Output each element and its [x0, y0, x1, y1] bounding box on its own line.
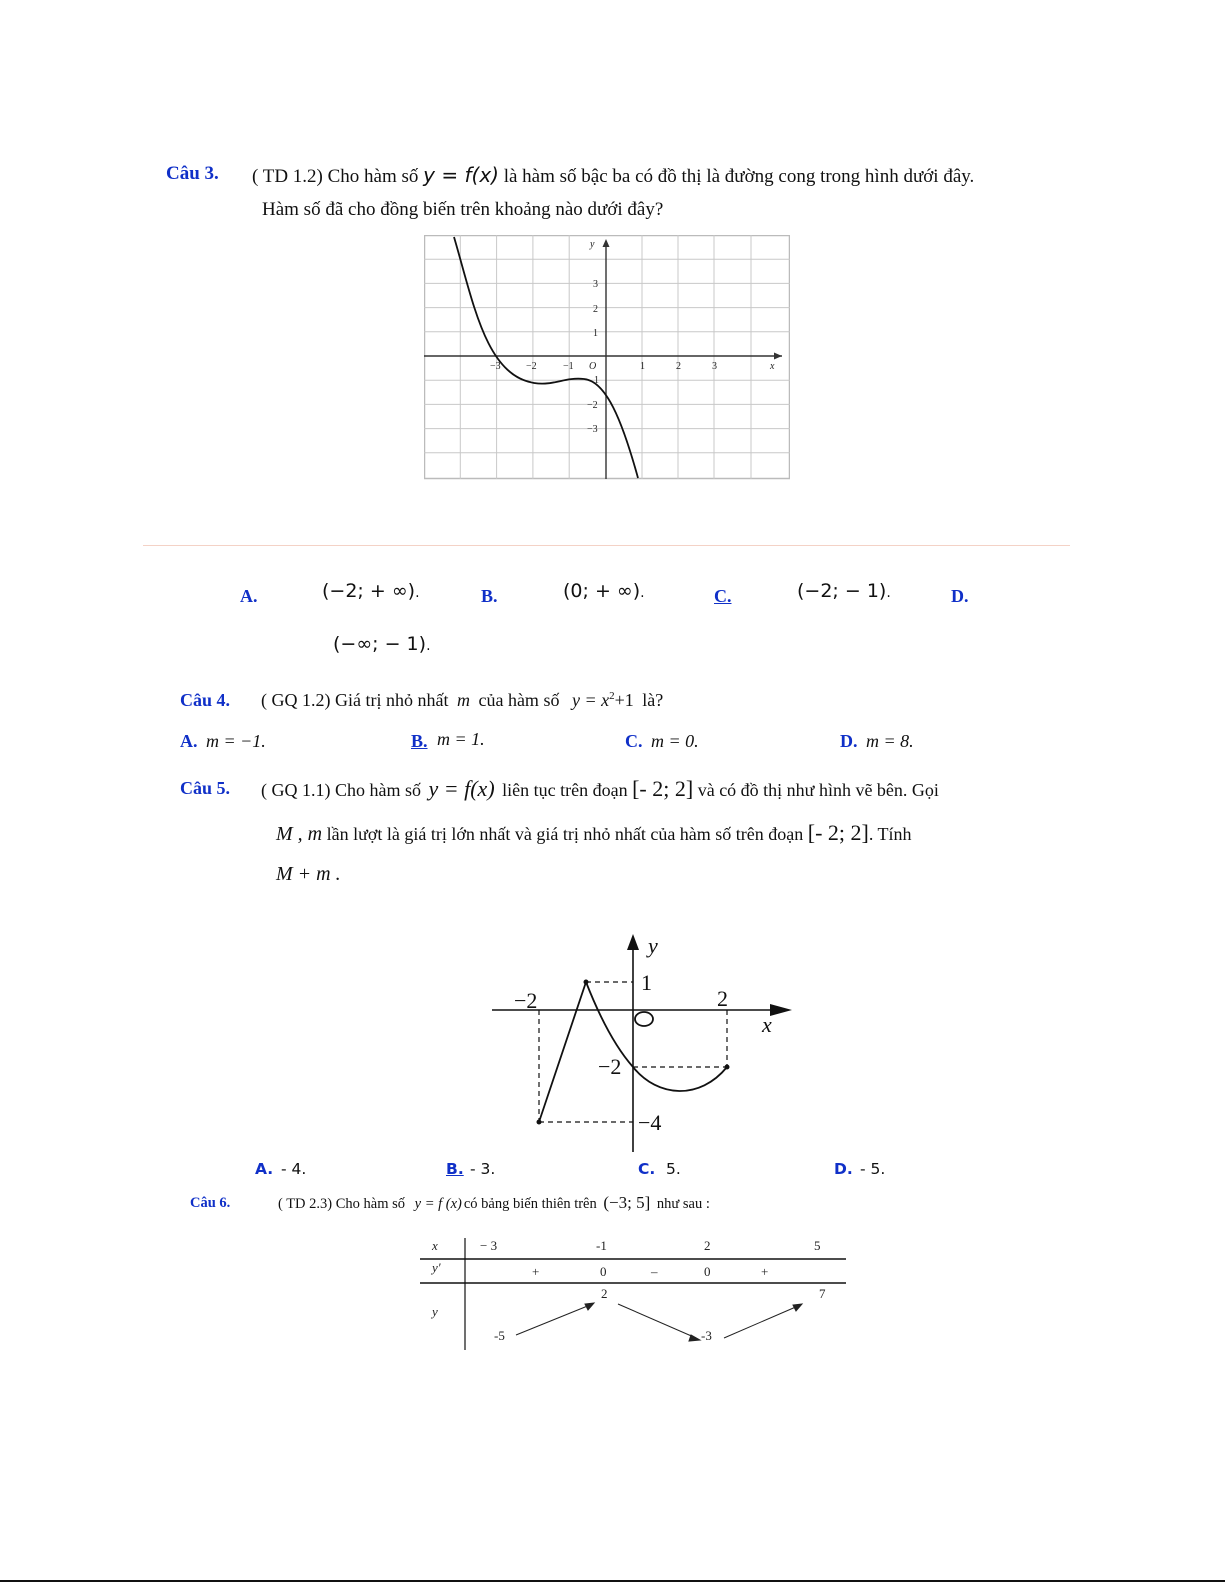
- q3-tag: ( TD 1.2) Cho hàm số: [252, 166, 419, 187]
- q4-option-b-letter[interactable]: B.: [411, 731, 428, 751]
- q3-origin-label: O: [589, 361, 597, 372]
- q5-y-arrow-icon: [627, 934, 639, 950]
- q5-line3: M + m .: [276, 863, 341, 885]
- q3-ytick: −2: [587, 400, 598, 411]
- q3-option-c-value[interactable]: (−2; − 1).: [797, 580, 891, 602]
- q6-x-value: -1: [596, 1238, 607, 1253]
- q4-text-2: của hàm số: [478, 690, 560, 710]
- q6-text-1: ( TD 2.3) Cho hàm số: [278, 1196, 406, 1212]
- q5-option-d-letter[interactable]: D.: [834, 1160, 853, 1178]
- q5-point: [537, 1120, 542, 1125]
- q5-func: y = f(x): [428, 776, 495, 801]
- q6-yp-sign: +: [532, 1264, 540, 1279]
- q6-arrow-up: [724, 1306, 798, 1338]
- q5-label-neg2-y: −2: [598, 1054, 622, 1079]
- q5-option-a-letter[interactable]: A.: [255, 1160, 274, 1178]
- q6-arrow-head-icon: [689, 1335, 700, 1341]
- q5-option-a-value[interactable]: - 4.: [281, 1160, 307, 1178]
- q3-xtick: 3: [712, 361, 717, 372]
- q5-text-2: liên tục trên đoạn: [502, 780, 628, 800]
- q3-option-d-letter[interactable]: D.: [951, 586, 969, 606]
- q6-interval: (−3; 5]: [603, 1193, 651, 1212]
- q5-option-b-letter[interactable]: B.: [446, 1160, 464, 1178]
- q6-y-value: -3: [701, 1328, 712, 1343]
- q3-label: Câu 3.: [166, 163, 219, 184]
- q6-yp-zero: 0: [704, 1264, 711, 1279]
- q6-y-value: -5: [494, 1328, 505, 1343]
- q5-point: [725, 1065, 730, 1070]
- q3-option-a-value[interactable]: (−2; + ∞).: [322, 580, 420, 602]
- q4-option-b-value[interactable]: m = 1.: [437, 729, 485, 749]
- q6-row-y-label: y: [432, 1304, 438, 1319]
- q3-line1: [166, 163, 219, 185]
- q6-variation-table: [418, 1232, 848, 1350]
- q5-option-b-value[interactable]: - 3.: [470, 1160, 496, 1178]
- q6-yp-sign: +: [761, 1264, 769, 1279]
- q6-text-3: như sau :: [656, 1196, 710, 1212]
- q6-label: Câu 6.: [190, 1195, 231, 1211]
- q4-text-1: ( GQ 1.2) Giá trị nhỏ nhất: [261, 690, 449, 710]
- q3-ytick: 2: [593, 304, 598, 315]
- q5-x-arrow-icon: [770, 1004, 792, 1016]
- q5-line2-interval: [- 2; 2]: [807, 820, 869, 845]
- q5-x-label: x: [762, 1012, 772, 1037]
- q5-option-c-letter[interactable]: C.: [638, 1160, 656, 1178]
- q4-option-a-value[interactable]: m = −1.: [206, 731, 266, 751]
- q5-y-label: y: [648, 933, 658, 958]
- q4-option-d-letter[interactable]: D.: [840, 731, 858, 751]
- q3-y-label: y: [590, 239, 595, 250]
- q3-func: y = f(x): [423, 163, 499, 187]
- q5-line2: [276, 820, 912, 846]
- q6-x-value: − 3: [480, 1238, 498, 1253]
- divider: [143, 545, 1070, 546]
- q6-func: y = f (x): [414, 1196, 462, 1212]
- q3-line2: Hàm số đã cho đồng biến trên khoảng nào dưới đây?: [262, 199, 664, 220]
- q6-x-value: 5: [814, 1238, 821, 1253]
- q3-ytick: 3: [593, 279, 598, 290]
- q5-option-d-value[interactable]: - 5.: [860, 1160, 886, 1178]
- q5-line2-var: M , m: [276, 823, 323, 845]
- q4-option-d-value[interactable]: m = 8.: [866, 731, 914, 751]
- q3-ytick: −3: [587, 424, 598, 435]
- q4-text: [261, 690, 663, 711]
- q5-option-c-value[interactable]: 5.: [666, 1160, 681, 1178]
- page-bottom-rule: [0, 1580, 1225, 1582]
- q6-y-value: 2: [601, 1286, 608, 1301]
- q6-arrow-head-icon: [585, 1303, 594, 1310]
- q6-x-value: 2: [704, 1238, 711, 1253]
- q4-exp: 2: [609, 690, 615, 702]
- q6-text-2: có bảng biến thiên trên: [463, 1196, 597, 1212]
- q6-y-value: 7: [819, 1286, 826, 1301]
- q6-yp-zero: 0: [600, 1264, 607, 1279]
- q5-line1: [261, 776, 939, 802]
- q3-option-d-value[interactable]: (−∞; − 1).: [333, 633, 431, 655]
- q5-interval: [- 2; 2]: [632, 776, 694, 801]
- q4-func: y = x: [571, 690, 610, 710]
- q5-label-neg4-y: −4: [638, 1110, 662, 1135]
- q6-row-x-label: x: [432, 1238, 438, 1253]
- q4-func-tail: +1: [614, 690, 634, 710]
- q3-ytick: 1: [593, 328, 598, 339]
- q5-text-1: ( GQ 1.1) Cho hàm số: [261, 780, 421, 800]
- q3-option-a-letter[interactable]: A.: [240, 586, 258, 606]
- q3-option-b-letter[interactable]: B.: [481, 586, 498, 606]
- q4-label: Câu 4.: [180, 690, 231, 710]
- q5-line2-text: lần lượt là giá trị lớn nhất và giá trị nhỏ nhất của hàm số trên đoạn: [326, 824, 804, 844]
- q3-xtick: −1: [563, 361, 574, 372]
- q3-xtick: −3: [490, 361, 501, 372]
- q6-arrow-down: [618, 1304, 696, 1338]
- q4-option-c-letter[interactable]: C.: [625, 731, 643, 751]
- q3-option-c-letter[interactable]: C.: [714, 586, 732, 606]
- q3-xtick: 1: [640, 361, 645, 372]
- q5-label-1-y: 1: [641, 970, 652, 995]
- q3-xtick: 2: [676, 361, 681, 372]
- q6-arrow-head-icon: [793, 1304, 802, 1311]
- q3-text-rest: là hàm số bậc ba có đồ thị là đường cong trong hình dưới đây.: [503, 166, 975, 187]
- q5-origin-mark: [635, 1012, 653, 1026]
- q5-text-3: và có đồ thị như hình vẽ bên. Gọi: [697, 780, 939, 800]
- q5-line2-end: . Tính: [868, 824, 912, 844]
- q3-ytick: 1: [594, 375, 599, 386]
- q4-option-a-letter[interactable]: A.: [180, 731, 198, 751]
- q5-point: [584, 980, 589, 985]
- q5-label-neg2-x: −2: [514, 988, 538, 1013]
- q3-text: [252, 163, 974, 188]
- q3-option-b-value[interactable]: (0; + ∞).: [563, 580, 645, 602]
- q5-graph: [490, 928, 800, 1154]
- q4-option-c-value[interactable]: m = 0.: [651, 731, 699, 751]
- q3-x-label: x: [770, 361, 775, 372]
- q6-row-yp-label: y′: [432, 1260, 441, 1275]
- q3-graph-frame: [425, 236, 790, 479]
- q5-label-2-x: 2: [717, 986, 728, 1011]
- q6-yp-sign: –: [651, 1264, 658, 1279]
- q5-label: Câu 5.: [180, 778, 231, 798]
- q4-var: m: [456, 690, 470, 710]
- q6-arrow-up: [516, 1305, 590, 1335]
- q3-graph: [424, 235, 790, 480]
- q3-xtick: −2: [526, 361, 537, 372]
- q6-text: [278, 1193, 710, 1213]
- q4-text-3: là?: [642, 690, 664, 710]
